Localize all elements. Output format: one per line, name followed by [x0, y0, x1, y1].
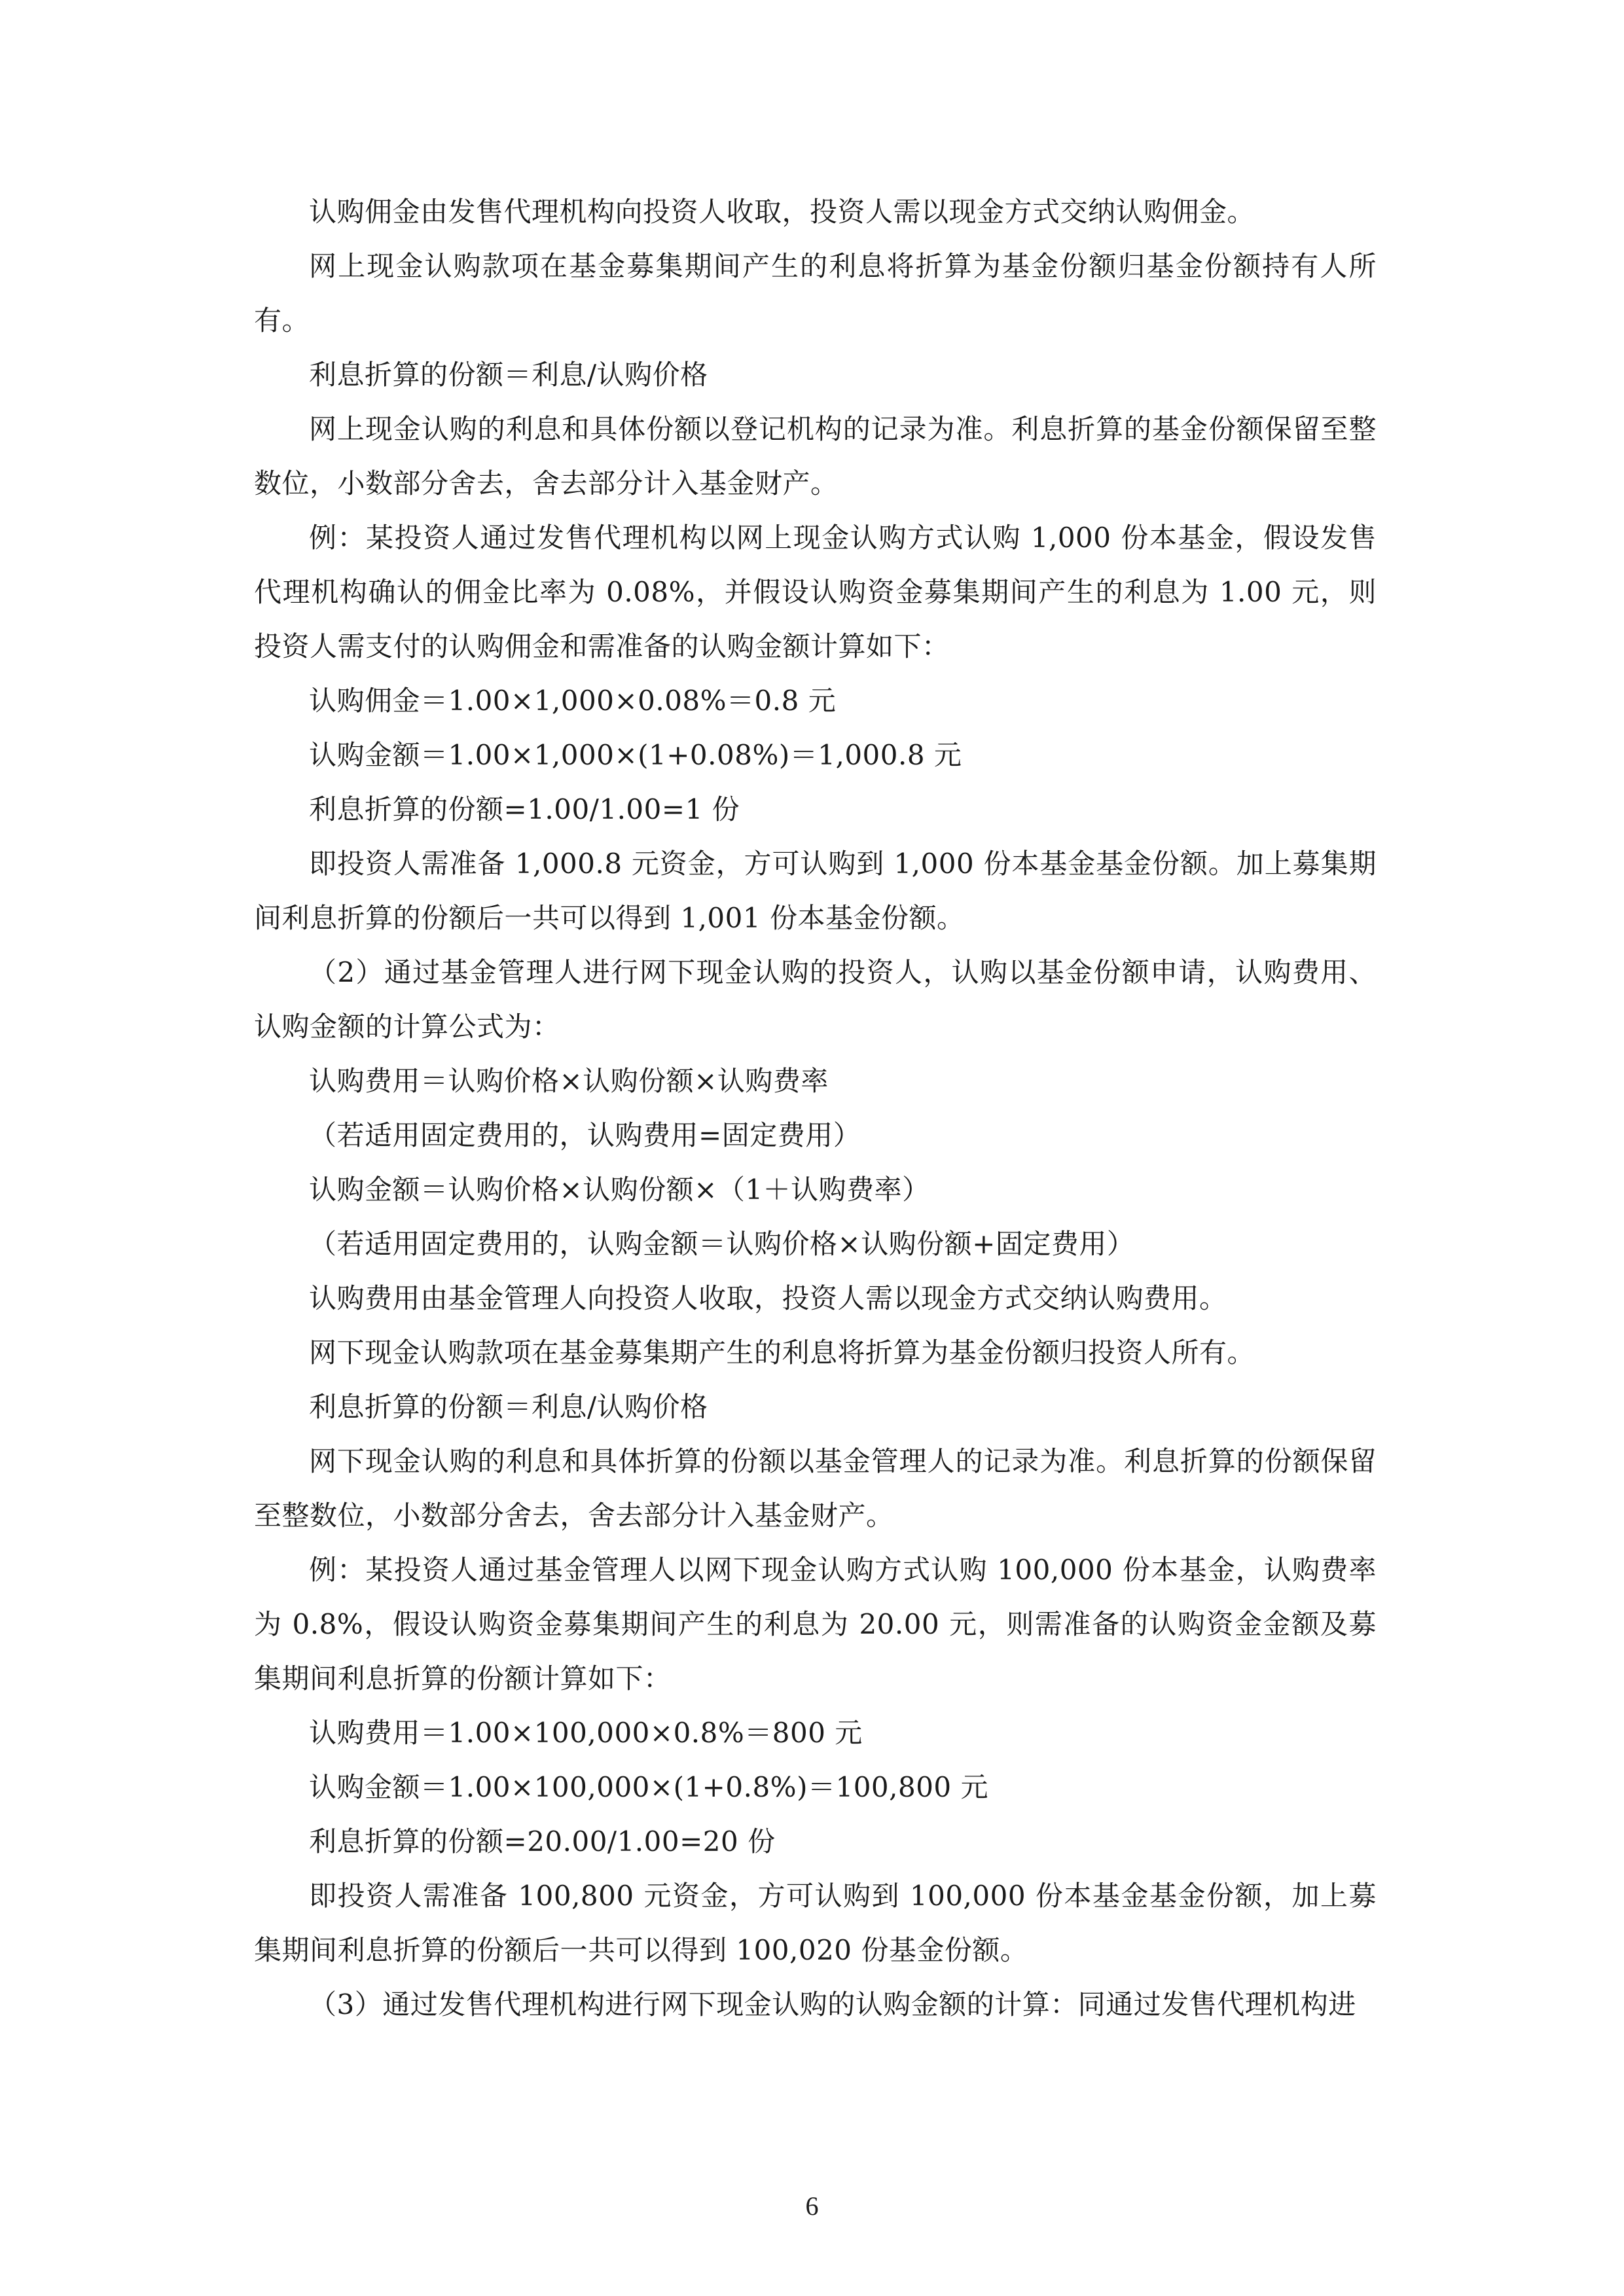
paragraph-23: 即投资人需准备 100,800 元资金，方可认购到 100,000 份本基金基金份额，加上募集期间利息折算的份额后一共可以得到 100,020 份基金份额。: [254, 1880, 1377, 1966]
formula-line-interest-shares: 利息折算的份额＝利息/认购价格: [309, 359, 708, 391]
paragraph-10: （2）通过基金管理人进行网下现金认购的投资人，认购以基金份额申请，认购费用、认购金额的计算公式为：: [254, 956, 1377, 1043]
page-number: 6: [805, 2191, 819, 2221]
formula-line-interest-shares-2: 利息折算的份额＝利息/认购价格: [309, 1391, 708, 1423]
formula-line-fee-example: 认购费用＝1.00×100,000×0.8%＝800 元: [309, 1717, 863, 1749]
paragraph-4: 网上现金认购的利息和具体份额以登记机构的记录为准。利息折算的基金份额保留至整数位，小数部分舍去，舍去部分计入基金财产。: [254, 413, 1377, 499]
example-paragraph-online: 例：某投资人通过发售代理机构以网上现金认购方式认购 1,000 份本基金，假设发售代理机构确认的佣金比率为 0.08%，并假设认购资金募集期间产生的利息为 1.00 元，则投资人需支付的认购佣金和需准备的认购金额计算如下：: [254, 522, 1377, 662]
formula-note-fixed-fee: （若适用固定费用的，认购费用=固定费用）: [309, 1119, 861, 1151]
formula-line-commission: 认购佣金＝1.00×1,000×0.08%＝0.8 元: [309, 685, 837, 717]
formula-line-interest-result: 利息折算的份额=1.00/1.00=1 份: [309, 793, 740, 825]
formula-note-fixed-amount: （若适用固定费用的，认购金额＝认购价格×认购份额+固定费用）: [309, 1228, 1135, 1260]
formula-line-fee: 认购费用＝认购价格×认购份额×认购费率: [309, 1065, 829, 1097]
paragraph-2: 网上现金认购款项在基金募集期间产生的利息将折算为基金份额归基金份额持有人所有。: [254, 250, 1377, 336]
paragraph-1: 认购佣金由发售代理机构向投资人收取，投资人需以现金方式交纳认购佣金。: [309, 196, 1255, 228]
formula-line-interest-example: 利息折算的份额=20.00/1.00=20 份: [309, 1825, 776, 1857]
paragraph-16: 网下现金认购款项在基金募集期产生的利息将折算为基金份额归投资人所有。: [309, 1336, 1255, 1369]
formula-line-subscription-amount: 认购金额＝认购价格×认购份额×（1＋认购费率）: [309, 1174, 930, 1206]
paragraph-9: 即投资人需准备 1,000.8 元资金，方可认购到 1,000 份本基金基金份额。加上募集期间利息折算的份额后一共可以得到 1,001 份本基金份额。: [254, 848, 1377, 934]
formula-line-amount: 认购金额＝1.00×1,000×(1+0.08%)＝1,000.8 元: [309, 739, 962, 771]
formula-line-amount-example: 认购金额＝1.00×100,000×(1+0.8%)＝100,800 元: [309, 1771, 988, 1803]
document-body: [254, 185, 1377, 2032]
example-paragraph-offline: 例：某投资人通过基金管理人以网下现金认购方式认购 100,000 份本基金，认购费率为 0.8%，假设认购资金募集期间产生的利息为 20.00 元，则需准备的认购资金金额及募集期间利息折算的份额计算如下：: [254, 1554, 1377, 1695]
paragraph-15: 认购费用由基金管理人向投资人收取，投资人需以现金方式交纳认购费用。: [309, 1282, 1227, 1314]
paragraph-24: （3）通过发售代理机构进行网下现金认购的认购金额的计算：同通过发售代理机构进: [309, 1988, 1356, 2020]
paragraph-18: 网下现金认购的利息和具体折算的份额以基金管理人的记录为准。利息折算的份额保留至整数位，小数部分舍去，舍去部分计入基金财产。: [254, 1445, 1377, 1532]
